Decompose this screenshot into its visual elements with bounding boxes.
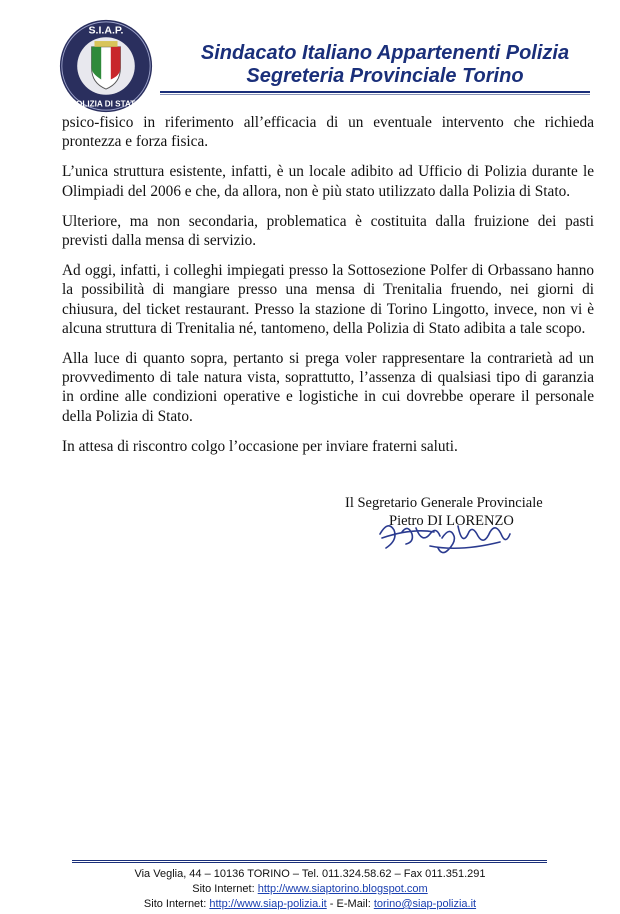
email-link[interactable]: torino@siap-polizia.it [373, 898, 477, 910]
siap-website-link[interactable]: http://www.siap-polizia.it [209, 898, 327, 910]
site-label: Sito Internet: [143, 898, 210, 910]
org-line-1: Sindacato Italiano Appartenenti Polizia [200, 42, 570, 64]
paragraph: psico-fisico in riferimento all’efficacia di un eventuale intervento che richieda prontezza e forza fisica. [62, 114, 594, 151]
footer-divider-2 [72, 862, 547, 863]
footer-site-line-2 [0, 897, 620, 912]
signatory-name: Pietro DI LORENZO [389, 513, 514, 529]
org-line-2: Segreteria Provinciale Torino [246, 65, 524, 87]
footer-address: Via Veglia, 44 – 10136 TORINO – Tel. 011.324.58.62 – Fax 011.351.291 [134, 868, 486, 880]
header-divider [160, 91, 590, 93]
footer-site-line-1 [0, 882, 620, 897]
letterhead [0, 0, 620, 110]
handwritten-signature-icon [372, 512, 522, 562]
email-label: - E-Mail: [326, 898, 374, 910]
organization-name [180, 42, 590, 88]
paragraph: In attesa di riscontro colgo l’occasione per inviare fraterni saluti. [62, 437, 458, 455]
blogspot-link[interactable]: http://www.siaptorino.blogspot.com [257, 883, 428, 895]
paragraph: Ulteriore, ma non secondaria, problematica è costituita dalla fruizione dei pasti previsti dalla mensa di servizio. [62, 212, 594, 250]
paragraph: Ad oggi, infatti, i colleghi impiegati presso la Sottosezione Polfer di Orbassano hanno la possibilità di mangiare presso una mensa di Trenitalia fruendo, nei giorni di chiusura, del ticket restaurant. Presso la stazione di Torino Lingotto, invece, non vi è alcuna struttura di Trenitalia né, tantomeno, della Polizia di Stato adibita a tale scopo. [62, 262, 594, 337]
logo-top-text: S.I.A.P. [88, 24, 124, 37]
footer-divider [72, 860, 547, 861]
letter-footer [0, 867, 620, 912]
siap-logo-icon [58, 18, 154, 114]
site-label: Sito Internet: [192, 883, 258, 895]
signatory-role: Il Segretario Generale Provinciale [345, 495, 543, 511]
logo-bottom-text: POLIZIA DI STATO [70, 99, 142, 109]
header-divider-shadow [160, 94, 590, 95]
paragraph: Alla luce di quanto sopra, pertanto si prega voler rappresentare la contrarietà ad un provvedimento di tale natura vista, soprattutto, l’assenza di qualsiasi tipo di garanzia in ordine alle condizioni operative e logistiche in cui dovrebbe operare il personale della Polizia di Stato. [62, 350, 594, 425]
paragraph: L’unica struttura esistente, infatti, è un locale adibito ad Ufficio di Polizia durante le Olimpiadi del 2006 e che, da allora, non è più stato utilizzato dalla Polizia di Stato. [62, 163, 594, 200]
letter-body [62, 113, 594, 467]
